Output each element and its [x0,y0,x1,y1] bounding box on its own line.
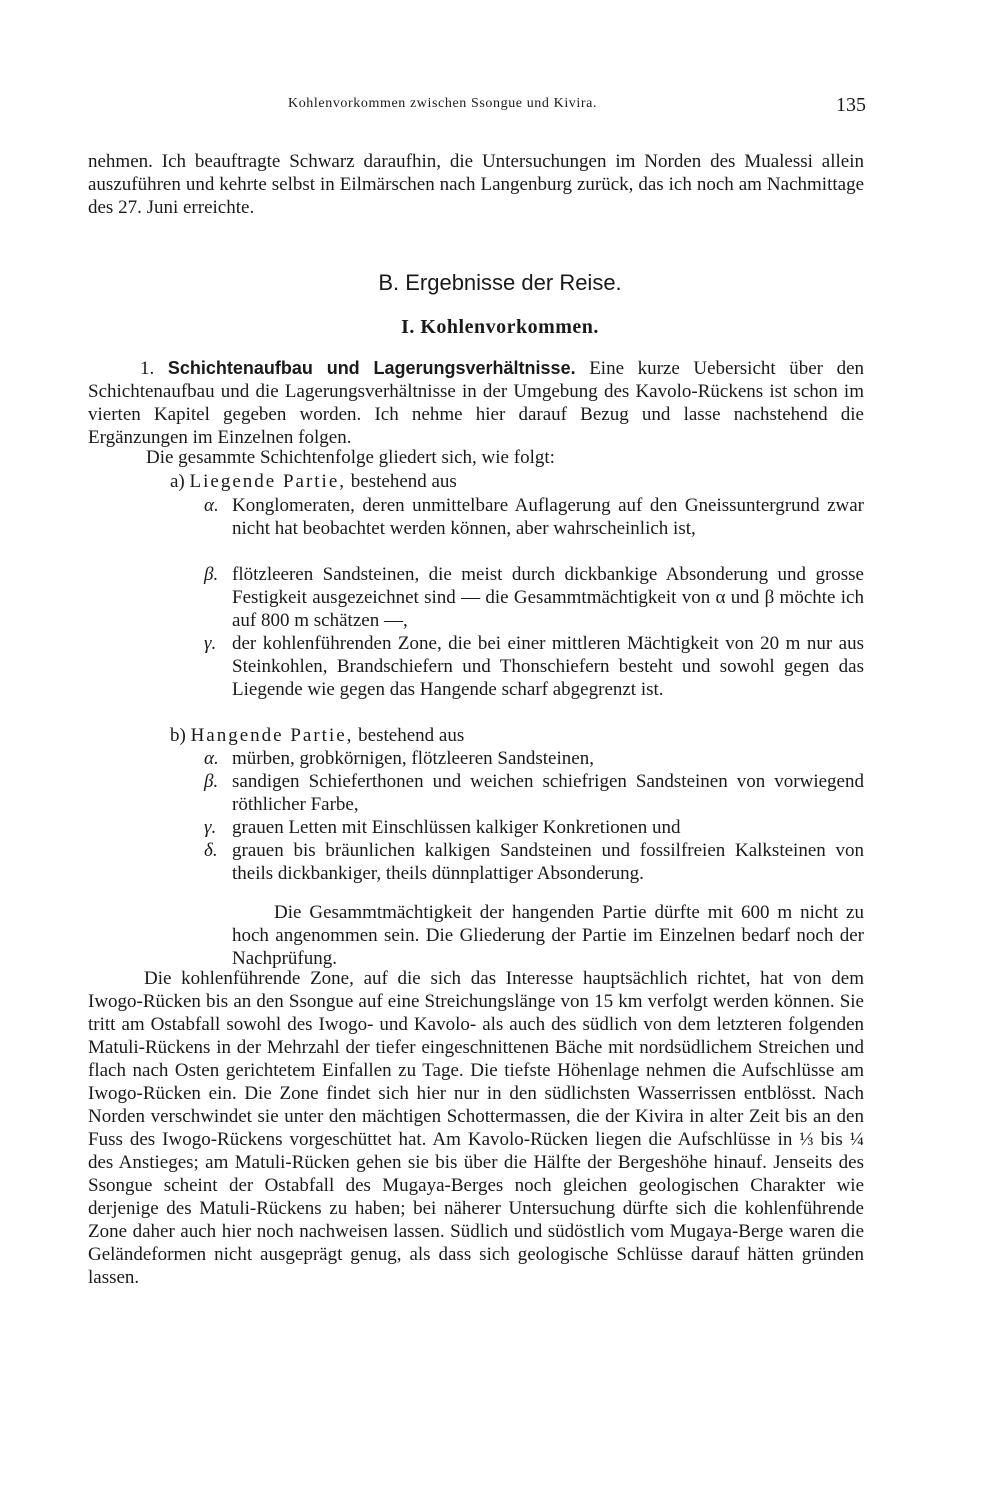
part-a-suffix: bestehend aus [350,471,457,492]
part-b-suffix: bestehend aus [358,725,465,746]
part-b-item-gamma-letter: γ. [204,817,217,838]
section-heading: B. Ergebnisse der Reise. [378,270,622,295]
part-a-item-beta-text: flötzleeren Sandsteinen, die meist durch dickbankige Absonderung und grosse Festigkeit ausgezeichnet sind — die Gesammtmächtigkeit von α und β möchte ich auf 800 m schätzen —, [232,564,864,631]
intro-paragraph [88,357,864,449]
part-b-label: b) [170,725,186,746]
running-header: Kohlenvorkommen zwischen Ssongue und Kivira. [288,96,598,111]
part-b-item-alpha-text: mürben, grobkörnigen, flötzleeren Sandsteinen, [232,748,594,769]
part-a-item-gamma [204,632,864,701]
part-a-item-gamma-letter: γ. [204,633,217,654]
part-a-item-gamma-text: der kohlenführenden Zone, die bei einer mittleren Mächtigkeit von 20 m nur aus Steinkohlen, Brandschiefern und Thonschiefern besteht und sowohl gegen das Liegende wie gegen das Hangende scharf abgegrenzt ist. [232,633,864,700]
part-a-item-alpha [204,494,864,540]
subsection-heading: I. Kohlenvorkommen. [401,316,599,338]
part-b-note: Die Gesammtmächtigkeit der hangenden Partie dürfte mit 600 m nicht zu hoch angenommen sein. Die Gliederung der Partie im Einzelnen bedarf noch der Nachprüfung. [232,902,864,969]
part-a-title: Liegende Partie, [189,471,347,492]
part-b-item-delta-letter: δ. [204,840,218,861]
sequence-intro: Die gesammte Schichtenfolge gliedert sich, wie folgt: [146,447,555,468]
part-b-item-alpha [204,747,864,770]
page-number: 135 [836,94,866,116]
intro-text: Eine kurze Uebersicht über den Schichtenaufbau und die Lagerungsverhältnisse in der Umgebung des Kavolo-Rückens ist schon im vierten Kapitel gegeben worden. Ich nehme hier darauf Bezug und lasse nachstehend die Ergänzungen im Einzelnen folgen. [88,358,865,448]
part-a-item-beta-letter: β. [204,564,219,585]
conclusion-paragraph: Die kohlenführende Zone, auf die sich das Interesse hauptsächlich richtet, hat von dem Iwogo-Rücken bis an den Ssongue auf eine Streichungslänge von 15 km verfolgt werden können. Sie tritt am Ostabfall sowohl des Iwogo- und Kavolo- als auch des südlich von dem letzteren folgenden Matuli-Rückens in der Mehrzahl der tiefer eingeschnittenen Bäche mit nordsüdlichem Streichen und flach nach Osten gerichtetem Einfallen zu Tage. Die tiefste Höhenlage nehmen die Aufschlüsse am Iwogo-Rücken ein. Die Zone findet sich hier nur in den südlichsten Wasserrissen entblösst. Nach Norden verschwindet sie unter den mächtigen Schottermassen, die der Kivira in alter Zeit bis an den Fuss des Iwogo-Rückens vorgeschüttet hat. Am Kavolo-Rücken liegen die Aufschlüsse in ⅓ bis ¼ des Anstieges; am Matuli-Rücken gehen sie bis über die Hälfte der Bergeshöhe hinauf. Jenseits des Ssongue scheint der Ostabfall des Mugaya-Berges noch gleichen geologischen Charakter wie derjenige des Matuli-Rückens zu haben; bei näherer Untersuchung dürfte sich die kohlenführende Zone daher auch hier noch nachweisen lassen. Südlich und südöstlich vom Mugaya-Berge waren die Geländeformen nicht ausgeprägt genug, als dass sich geologische Schlüsse darauf hätten gründen lassen. [88,968,864,1288]
part-b-title: Hangende Partie, [190,725,354,746]
part-a-heading [170,470,457,493]
intro-bold-title: Schichtenaufbau und Lagerungsverhältnisse. [167,358,576,378]
opening-paragraph: nehmen. Ich beauftragte Schwarz daraufhin, die Untersuchungen im Norden des Mualessi allein auszuführen und kehrte selbst in Eilmärschen nach Langenburg zurück, das ich noch am Nachmittage des 27. Juni erreichte. [88,151,864,218]
part-b-item-beta-letter: β. [204,771,219,792]
intro-number: 1. [140,358,155,379]
part-a-item-alpha-text: Konglomeraten, deren unmittelbare Auflagerung auf den Gneissuntergrund zwar nicht hat beobachtet werden können, aber wahrscheinlich ist, [232,495,864,539]
part-a-item-beta [204,563,864,632]
part-b-item-delta-text: grauen bis bräunlichen kalkigen Sandsteinen und fossilfreien Kalksteinen von theils dickbankiger, theils dünnplattiger Absonderung. [232,840,864,884]
part-a-label: a) [170,471,185,492]
part-b-item-alpha-letter: α. [204,748,219,769]
part-b-item-delta [204,839,864,885]
part-b-heading [170,724,464,747]
part-b-item-beta [204,770,864,816]
part-b-item-gamma-text: grauen Letten mit Einschlüssen kalkiger Konkretionen und [232,817,681,838]
part-b-item-beta-text: sandigen Schieferthonen und weichen schiefrigen Sandsteinen von vorwiegend röthlicher Farbe, [232,771,864,815]
part-a-item-alpha-letter: α. [204,495,219,516]
part-b-item-gamma [204,816,864,839]
